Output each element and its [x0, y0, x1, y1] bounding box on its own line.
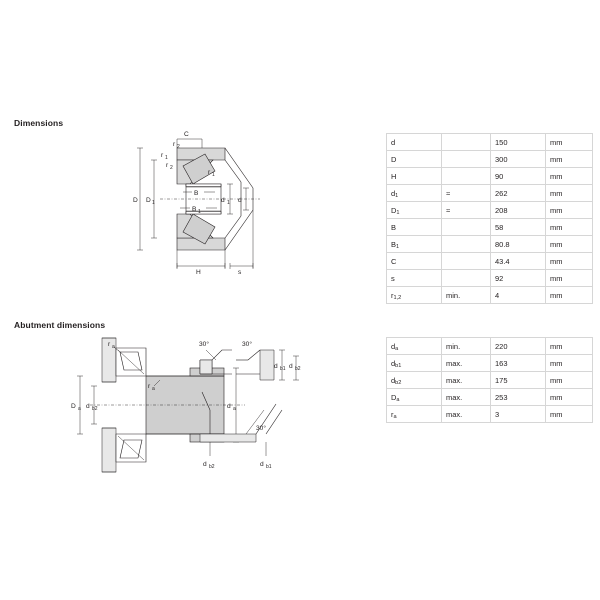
cell-value: 300 — [491, 151, 546, 168]
cell-symbol: D — [387, 151, 442, 168]
cell-unit: mm — [546, 253, 593, 270]
label-s: s — [238, 269, 242, 276]
cell-unit: mm — [546, 287, 593, 304]
abutment-dimensions-table — [386, 337, 593, 423]
cell-value: 175 — [491, 372, 546, 389]
label-C: C — [184, 131, 189, 138]
table-row — [387, 134, 593, 151]
label-r2-top: r — [173, 141, 176, 148]
table-row — [387, 219, 593, 236]
cell-unit: mm — [546, 389, 593, 406]
cell-value: 3 — [491, 406, 546, 423]
svg-text:b2: b2 — [295, 366, 301, 372]
cell-qualifier — [442, 219, 491, 236]
svg-text:1: 1 — [227, 200, 230, 206]
cell-symbol: $r_a$ — [387, 406, 442, 423]
label-db2-right: d — [289, 363, 293, 370]
cell-value: 262 — [491, 185, 546, 202]
cell-unit: mm — [546, 219, 593, 236]
cell-symbol: d — [387, 134, 442, 151]
abutment-drawing — [60, 330, 340, 480]
label-r1-right: r — [208, 169, 211, 176]
cell-value: 208 — [491, 202, 546, 219]
svg-text:1: 1 — [198, 209, 201, 215]
cell-symbol: H — [387, 168, 442, 185]
cell-unit: mm — [546, 236, 593, 253]
cell-qualifier: ≈ — [442, 202, 491, 219]
cell-unit: mm — [546, 338, 593, 355]
svg-text:2: 2 — [170, 165, 173, 171]
svg-text:a: a — [152, 386, 155, 392]
cell-value: 43.4 — [491, 253, 546, 270]
cell-unit: mm — [546, 355, 593, 372]
cell-symbol: s — [387, 270, 442, 287]
section-title-abutment-dimensions: Abutment dimensions — [14, 320, 106, 330]
cell-symbol: $B_1$ — [387, 236, 442, 253]
label-r1-left: r — [161, 152, 164, 159]
cell-value: 220 — [491, 338, 546, 355]
cell-value: 150 — [491, 134, 546, 151]
label-B1: B — [192, 206, 197, 213]
svg-text:a: a — [78, 406, 81, 412]
cell-unit: mm — [546, 151, 593, 168]
cell-value: 90 — [491, 168, 546, 185]
svg-text:a: a — [233, 406, 236, 412]
label-ra-shaft: r — [148, 383, 151, 390]
cell-symbol: C — [387, 253, 442, 270]
cell-qualifier — [442, 134, 491, 151]
label-r2-left: r — [166, 162, 169, 169]
svg-text:1: 1 — [152, 200, 155, 206]
cell-qualifier — [442, 168, 491, 185]
svg-text:1: 1 — [165, 155, 168, 161]
cell-qualifier — [442, 270, 491, 287]
cell-symbol: $D_a$ — [387, 389, 442, 406]
cell-qualifier: max. — [442, 355, 491, 372]
cell-unit: mm — [546, 134, 593, 151]
label-db2-left: d — [86, 403, 90, 410]
svg-text:a: a — [112, 344, 115, 350]
cell-value: 80.8 — [491, 236, 546, 253]
cell-qualifier: min. — [442, 287, 491, 304]
cell-symbol: B — [387, 219, 442, 236]
table-row — [387, 202, 593, 219]
dimensions-table — [386, 133, 593, 304]
label-d: d — [238, 197, 242, 204]
label-D1: D — [146, 197, 151, 204]
label-D: D — [133, 197, 138, 204]
svg-text:b2: b2 — [92, 406, 98, 412]
table-row — [387, 287, 593, 304]
svg-text:2: 2 — [177, 144, 180, 150]
table-row — [387, 151, 593, 168]
svg-text:b1: b1 — [266, 464, 272, 470]
cell-qualifier: ≈ — [442, 185, 491, 202]
label-d1: d — [221, 197, 225, 204]
label-B: B — [194, 190, 199, 197]
table-row — [387, 236, 593, 253]
cell-unit: mm — [546, 372, 593, 389]
cell-symbol: $r_{1,2}$ — [387, 287, 442, 304]
table-row — [387, 389, 593, 406]
svg-text:b2: b2 — [209, 464, 215, 470]
cell-unit: mm — [546, 202, 593, 219]
label-db1-right: d — [274, 363, 278, 370]
cell-value: 253 — [491, 389, 546, 406]
cell-qualifier — [442, 236, 491, 253]
svg-text:1: 1 — [212, 172, 215, 178]
dimensions-table-body — [387, 134, 593, 304]
table-row — [387, 406, 593, 423]
table-row — [387, 253, 593, 270]
cell-symbol: $d_{b1}$ — [387, 355, 442, 372]
label-30deg-left: 30° — [199, 341, 209, 348]
cell-symbol: $d_a$ — [387, 338, 442, 355]
section-title-dimensions: Dimensions — [14, 118, 64, 128]
label-ra-top: r — [108, 341, 111, 348]
table-row — [387, 270, 593, 287]
table-row — [387, 355, 593, 372]
dimensions-drawing — [120, 126, 320, 296]
label-30deg-right: 30° — [242, 341, 252, 348]
label-H: H — [196, 269, 201, 276]
label-30deg-bottom: 30° — [256, 425, 266, 432]
cell-unit: mm — [546, 185, 593, 202]
cell-unit: mm — [546, 270, 593, 287]
svg-text:b1: b1 — [280, 366, 286, 372]
cell-symbol: $D_1$ — [387, 202, 442, 219]
cell-unit: mm — [546, 406, 593, 423]
cell-value: 92 — [491, 270, 546, 287]
cell-unit: mm — [546, 168, 593, 185]
label-db2-bottom: d — [203, 461, 207, 468]
cell-qualifier: min. — [442, 338, 491, 355]
table-row — [387, 168, 593, 185]
abutment-table-body — [387, 338, 593, 423]
table-row — [387, 185, 593, 202]
label-db1-bottom: d — [260, 461, 264, 468]
cell-symbol: $d_1$ — [387, 185, 442, 202]
label-da: d — [227, 403, 231, 410]
cell-qualifier: max. — [442, 372, 491, 389]
cell-qualifier — [442, 151, 491, 168]
cell-qualifier — [442, 253, 491, 270]
cell-symbol: $d_{b2}$ — [387, 372, 442, 389]
label-Da: D — [71, 403, 76, 410]
cell-value: 163 — [491, 355, 546, 372]
cell-qualifier: max. — [442, 406, 491, 423]
cell-value: 4 — [491, 287, 546, 304]
table-row — [387, 372, 593, 389]
cell-qualifier: max. — [442, 389, 491, 406]
table-row — [387, 338, 593, 355]
cell-value: 58 — [491, 219, 546, 236]
